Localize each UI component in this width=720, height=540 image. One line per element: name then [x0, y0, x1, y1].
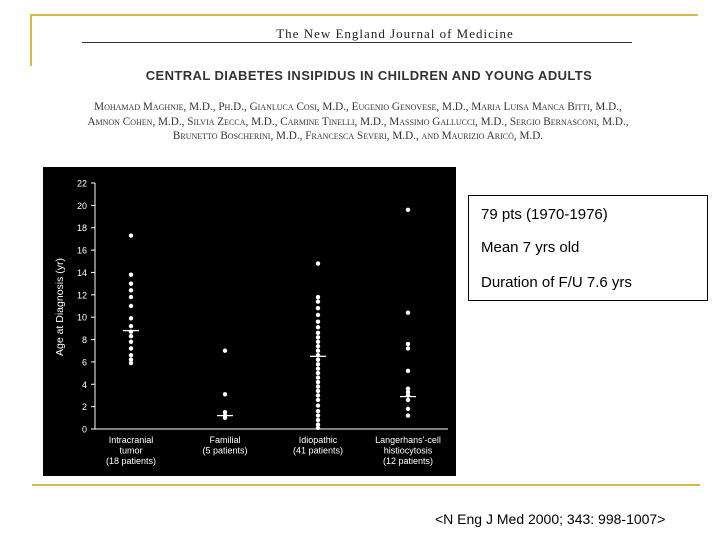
- data-point: [316, 380, 320, 384]
- data-point: [406, 342, 410, 346]
- data-point: [316, 306, 320, 310]
- author-list: [78, 100, 638, 144]
- data-point: [129, 324, 133, 328]
- data-point: [316, 349, 320, 353]
- data-point: [316, 398, 320, 402]
- data-point: [316, 357, 320, 361]
- data-point: [316, 344, 320, 348]
- x-category-label: Idiopathic: [298, 435, 338, 445]
- author-line: Brunetto Boscherini, M.D., Francesca Severi, M.D., and Maurizio Aricò, M.D.: [172, 130, 544, 142]
- y-tick-label: 18: [76, 223, 87, 234]
- data-point: [316, 393, 320, 397]
- data-point: [129, 334, 133, 338]
- y-tick-label: 6: [81, 357, 87, 368]
- y-tick-label: 14: [76, 267, 87, 278]
- data-point: [316, 426, 320, 430]
- data-point: [316, 261, 320, 265]
- data-point: [129, 288, 133, 292]
- x-category-label: (12 patients): [382, 456, 434, 466]
- data-point: [129, 272, 133, 276]
- data-point: [223, 416, 227, 420]
- x-category-label: tumor: [119, 445, 143, 456]
- y-tick-label: 22: [76, 178, 87, 189]
- x-category-label: (5 patients): [202, 445, 248, 456]
- data-point: [316, 375, 320, 379]
- x-category-label: Intracranial: [108, 435, 154, 445]
- info-line-patients: 79 pts (1970-1976): [481, 206, 608, 223]
- y-tick-label: 0: [81, 424, 87, 435]
- info-line-followup: Duration of F/U 7.6 yrs: [481, 274, 632, 291]
- data-point: [316, 409, 320, 413]
- citation: <N Eng J Med 2000; 343: 998-1007>: [435, 511, 666, 527]
- data-point: [129, 346, 133, 350]
- data-point: [406, 346, 410, 350]
- y-tick-label: 16: [76, 245, 87, 256]
- data-point: [406, 398, 410, 402]
- data-point: [129, 316, 133, 320]
- journal-header-rule: [82, 42, 632, 43]
- y-tick-label: 20: [76, 200, 87, 211]
- data-point: [223, 349, 227, 353]
- data-point: [129, 340, 133, 344]
- y-tick-label: 4: [81, 379, 87, 390]
- data-point: [316, 413, 320, 417]
- data-point: [316, 366, 320, 370]
- data-point: [316, 389, 320, 393]
- data-point: [406, 208, 410, 212]
- data-point: [129, 233, 133, 237]
- study-summary-box: [468, 195, 708, 301]
- y-axis-label: Age at Diagnosis (yr): [54, 257, 66, 357]
- data-point: [316, 384, 320, 388]
- data-point: [406, 407, 410, 411]
- data-point: [129, 295, 133, 299]
- y-tick-label: 8: [81, 335, 87, 346]
- data-point: [316, 325, 320, 329]
- x-category-label: Familial: [209, 435, 241, 445]
- data-point: [316, 319, 320, 323]
- slide-frame-top-border: [30, 14, 698, 16]
- x-category-label: histiocytosis: [383, 445, 433, 456]
- data-point: [406, 311, 410, 315]
- data-point: [223, 392, 227, 396]
- slide-frame-bottom-border: [32, 484, 700, 486]
- data-point: [316, 331, 320, 335]
- data-point: [316, 340, 320, 344]
- article-title: CENTRAL DIABETES INSIPIDUS IN CHILDREN AND YOUNG ADULTS: [145, 68, 593, 83]
- data-point: [129, 361, 133, 365]
- data-point: [129, 281, 133, 285]
- y-tick-label: 10: [76, 312, 87, 323]
- data-point: [316, 313, 320, 317]
- author-line: Mohamad Maghnie, M.D., Ph.D., Gianluca Cosi, M.D., Eugenio Genovese, M.D., Maria Luisa Manca Bitti, M.D.,: [94, 101, 622, 113]
- data-point: [316, 418, 320, 422]
- data-point: [316, 371, 320, 375]
- scatter-plot-panel: [43, 167, 456, 476]
- x-category-label: (41 patients): [292, 445, 344, 456]
- data-point: [316, 403, 320, 407]
- data-point: [316, 299, 320, 303]
- x-category-label: Langerhans'-cell: [375, 435, 441, 445]
- data-point: [316, 335, 320, 339]
- y-tick-label: 12: [76, 290, 87, 301]
- data-point: [406, 369, 410, 373]
- data-point: [129, 304, 133, 308]
- x-category-label: (18 patients): [105, 456, 157, 466]
- data-point: [129, 353, 133, 357]
- data-point: [316, 295, 320, 299]
- author-line: Amnon Cohen, M.D., Silvia Zecca, M.D., Carmine Tinelli, M.D., Massimo Gallucci, M.D., Sergio Bernasconi, M.D.,: [87, 115, 629, 128]
- data-point: [316, 362, 320, 366]
- info-line-mean-age: Mean 7 yrs old: [481, 239, 580, 256]
- y-tick-label: 2: [81, 402, 87, 413]
- data-point: [406, 413, 410, 417]
- journal-name: The New England Journal of Medicine: [276, 26, 514, 41]
- scatter-plot: [43, 167, 456, 476]
